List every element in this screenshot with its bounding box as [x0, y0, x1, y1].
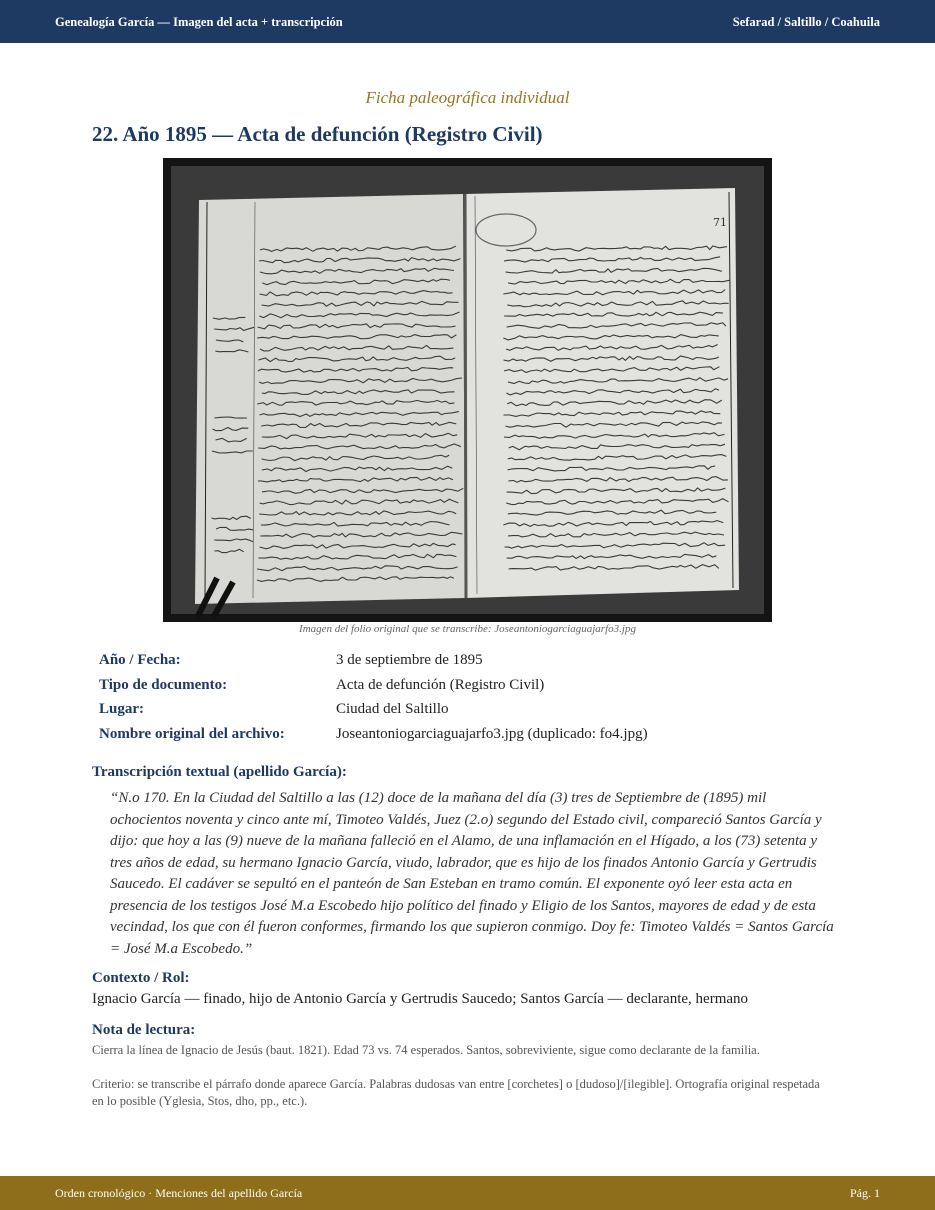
- meta-key: Tipo de documento:: [99, 676, 228, 693]
- meta-row-place: [99, 701, 859, 726]
- note-heading: Nota de lectura:: [92, 1022, 196, 1038]
- note-text: Cierra la línea de Ignacio de Jesús (baut. 1821). Edad 73 vs. 74 esperados. Santos, sobreviviente, sigue como declarante de la familia.: [92, 1043, 760, 1057]
- context-heading: Contexto / Rol:: [92, 970, 190, 986]
- meta-value: 3 de septiembre de 1895: [336, 652, 483, 668]
- meta-value: Ciudad del Saltillo: [336, 701, 449, 717]
- header-bar: [0, 0, 935, 43]
- meta-row-type: [99, 677, 859, 702]
- transcription-heading: Transcripción textual (apellido García):: [92, 764, 347, 780]
- meta-key: Lugar:: [99, 701, 144, 717]
- meta-key: Año / Fecha:: [99, 652, 181, 668]
- meta-value: Joseantoniogarciaguajarfo3.jpg (duplicado: fo4.jpg): [336, 725, 648, 742]
- transcription-text: “N.o 170. En la Ciudad del Saltillo a las (12) doce de la mañana del día (3) tres de Septiembre de (1895) mil ochocientos noventa y cinco ante mí, Timoteo Valdés, Juez (2.o) segundo del Estado civil, compareció Santos García y dijo: que hoy a las (9) nueve de la mañana falleció en el Alamo, de una inflamación en el Hígado, a los (73) setenta y tres años de edad, su hermano Ignacio García, viudo, labrador, que es hijo de los finados Antonio García y Gertrudis Saucedo. El cadáver se sepultó en el panteón de San Esteban en tramo común. El exponente oyó leer esta acta en presencia de los testigos José M.a Escobedo hijo político del finado y Eligio de los Santos, mayores de edad y de esta vecindad, los que con él fueron conformes, firmando los que supieron conmigo. Doy fe: Timoteo Valdés = Santos García = José M.a Escobedo.”: [110, 790, 834, 957]
- folio-number: 71: [713, 216, 727, 229]
- image-caption: Imagen del folio original que se transcribe: Joseantoniogarciaguajarfo3.jpg: [299, 623, 636, 635]
- context-text: Ignacio García — finado, hijo de Antonio García y Gertrudis Saucedo; Santos García — declarante, hermano: [92, 991, 749, 1007]
- document-photo: [163, 158, 772, 622]
- ledger-image: [163, 158, 772, 622]
- record-title: 22. Año 1895 — Acta de defunción (Registro Civil): [92, 122, 543, 146]
- header-title: Genealogía García — Imagen del acta + transcripción: [55, 15, 343, 29]
- meta-row-year: [99, 652, 859, 677]
- meta-key: Nombre original del archivo:: [99, 725, 285, 742]
- header-location: Sefarad / Saltillo / Coahuila: [732, 15, 880, 29]
- footer-bar: [0, 1176, 935, 1210]
- record-kicker: Ficha paleográfica individual: [365, 88, 570, 107]
- meta-row-filename: [99, 726, 859, 751]
- criteria-text: Criterio: se transcribe el párrafo donde aparece García. Palabras dudosas van entre [corchetes] o [dudoso]/[ilegible]. Ortografía original respetada en lo posible (Yglesia, Stos, dho, pp., etc.).: [92, 1077, 820, 1108]
- meta-value: Acta de defunción (Registro Civil): [336, 676, 545, 693]
- page-number: Pág. 1: [850, 1186, 880, 1200]
- footer-label: Orden cronológico · Menciones del apellido García: [55, 1186, 303, 1200]
- metadata-table: [99, 652, 859, 750]
